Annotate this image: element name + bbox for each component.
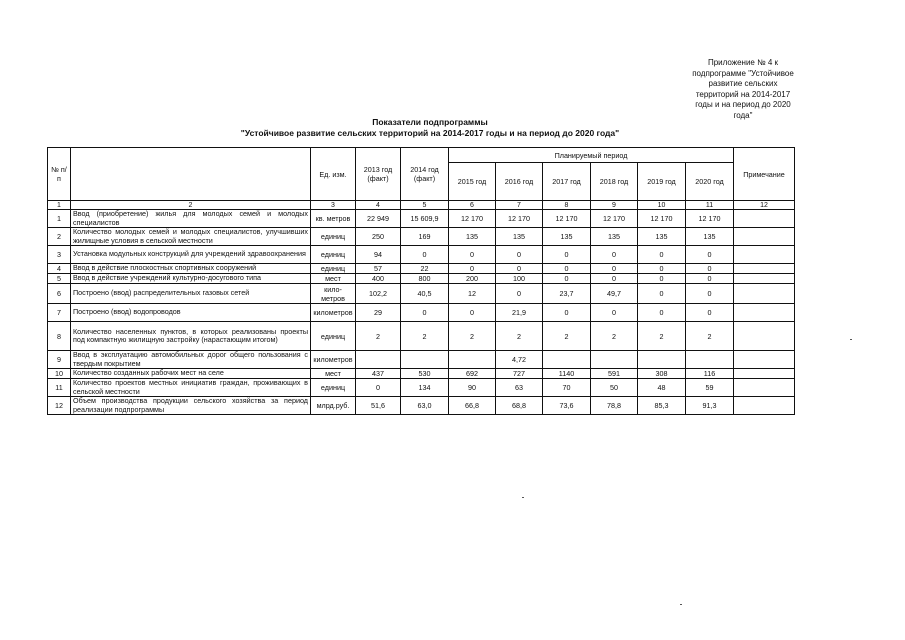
value-cell: 0 (686, 284, 734, 304)
value-cell: 0 (543, 274, 591, 284)
annex-line: Приложение № 4 к (707, 58, 779, 67)
value-cell: 91,3 (686, 397, 734, 415)
annex-line: подпрограмме "Устойчивое (692, 68, 794, 78)
unit-cell: единиц (311, 246, 356, 264)
value-cell: 2 (356, 322, 401, 351)
value-cell: 0 (496, 284, 543, 304)
value-cell: 59 (686, 379, 734, 397)
value-cell: 70 (543, 379, 591, 397)
header-name (71, 148, 311, 201)
value-cell: 12 170 (543, 210, 591, 228)
value-cell: 0 (638, 284, 686, 304)
column-number: 10 (638, 201, 686, 210)
value-cell: 0 (401, 246, 449, 264)
value-cell: 66,8 (449, 397, 496, 415)
value-cell: 22 (401, 264, 449, 274)
value-cell: 2 (496, 322, 543, 351)
header-2013: 2013 год (факт) (356, 148, 401, 201)
column-number: 7 (496, 201, 543, 210)
value-cell: 0 (638, 246, 686, 264)
header-num: № п/п (48, 148, 71, 201)
value-cell: 12 170 (638, 210, 686, 228)
value-cell: 0 (356, 379, 401, 397)
value-cell (638, 351, 686, 369)
value-cell: 68,8 (496, 397, 543, 415)
value-cell: 2 (401, 322, 449, 351)
value-cell (543, 351, 591, 369)
value-cell: 12 170 (591, 210, 638, 228)
value-cell: 200 (449, 274, 496, 284)
value-cell: 1140 (543, 369, 591, 379)
annex-line: развитие сельских (708, 79, 778, 88)
row-number: 9 (48, 351, 71, 369)
value-cell: 0 (543, 246, 591, 264)
indicator-name: Ввод (приобретение) жилья для молодых семей и молодых специалистов (71, 210, 311, 228)
indicator-name: Построено (ввод) распределительных газовых сетей (71, 284, 311, 304)
note-cell (734, 284, 795, 304)
value-cell: 0 (638, 264, 686, 274)
value-cell: 100 (496, 274, 543, 284)
table-row (48, 210, 795, 228)
value-cell: 0 (638, 274, 686, 284)
heading-subtitle: "Устойчивое развитие сельских территорий на 2014-2017 годы и на период до 2020 года" (240, 128, 620, 138)
note-cell (734, 379, 795, 397)
value-cell: 63 (496, 379, 543, 397)
value-cell: 135 (591, 228, 638, 246)
value-cell: 50 (591, 379, 638, 397)
value-cell: 135 (686, 228, 734, 246)
table-row (48, 369, 795, 379)
header-year: 2019 год (638, 163, 686, 201)
value-cell: 102,2 (356, 284, 401, 304)
value-cell: 0 (449, 304, 496, 322)
value-cell: 2 (449, 322, 496, 351)
column-number: 8 (543, 201, 591, 210)
value-cell: 0 (401, 304, 449, 322)
table-row (48, 246, 795, 264)
note-cell (734, 228, 795, 246)
table-body (48, 210, 795, 415)
unit-cell: кв. метров (311, 210, 356, 228)
value-cell: 0 (543, 264, 591, 274)
row-number: 10 (48, 369, 71, 379)
indicator-name: Построено (ввод) водопроводов (71, 304, 311, 322)
header-year: 2016 год (496, 163, 543, 201)
scan-speck (522, 497, 524, 498)
table-row (48, 228, 795, 246)
value-cell: 12 170 (686, 210, 734, 228)
row-number: 12 (48, 397, 71, 415)
column-number: 12 (734, 201, 795, 210)
value-cell: 73,6 (543, 397, 591, 415)
value-cell: 2 (543, 322, 591, 351)
unit-cell: единиц (311, 264, 356, 274)
value-cell: 78,8 (591, 397, 638, 415)
unit-cell: кило-метров (311, 284, 356, 304)
indicator-name: Ввод в эксплуатацию автомобильных дорог общего пользования с твердым покрытием (71, 351, 311, 369)
unit-cell: единиц (311, 322, 356, 351)
value-cell (401, 351, 449, 369)
indicators-table (47, 147, 795, 415)
value-cell: 94 (356, 246, 401, 264)
table-row (48, 304, 795, 322)
annex-line: года" (733, 110, 753, 120)
value-cell: 800 (401, 274, 449, 284)
value-cell (591, 351, 638, 369)
value-cell: 51,6 (356, 397, 401, 415)
value-cell: 530 (401, 369, 449, 379)
indicator-name: Ввод в действие учреждений культурно-досугового типа (71, 274, 311, 284)
column-number: 5 (401, 201, 449, 210)
header-year: 2015 год (449, 163, 496, 201)
value-cell: 0 (686, 264, 734, 274)
value-cell (686, 351, 734, 369)
column-number: 6 (449, 201, 496, 210)
table-row (48, 379, 795, 397)
value-cell: 135 (449, 228, 496, 246)
note-cell (734, 274, 795, 284)
value-cell: 250 (356, 228, 401, 246)
row-number: 11 (48, 379, 71, 397)
note-cell (734, 397, 795, 415)
header-note: Примечание (734, 148, 795, 201)
annex-line: годы и на период до 2020 (695, 100, 791, 109)
value-cell: 692 (449, 369, 496, 379)
heading-title: Показатели подпрограммы (372, 117, 488, 127)
value-cell: 308 (638, 369, 686, 379)
indicator-name: Установка модульных конструкций для учреждений здравоохранения (71, 246, 311, 264)
note-cell (734, 210, 795, 228)
header-year: 2017 год (543, 163, 591, 201)
note-cell (734, 369, 795, 379)
indicator-name: Объем производства продукции сельского хозяйства за период реализации подпрограммы (71, 397, 311, 415)
table-row (48, 397, 795, 415)
value-cell: 0 (496, 264, 543, 274)
row-number: 7 (48, 304, 71, 322)
indicator-name: Количество созданных рабочих мест на селе (71, 369, 311, 379)
row-number: 8 (48, 322, 71, 351)
note-cell (734, 246, 795, 264)
column-number: 1 (48, 201, 71, 210)
row-number: 2 (48, 228, 71, 246)
note-cell (734, 264, 795, 274)
value-cell: 21,9 (496, 304, 543, 322)
row-number: 5 (48, 274, 71, 284)
column-number: 2 (71, 201, 311, 210)
value-cell: 135 (638, 228, 686, 246)
unit-cell: мест (311, 274, 356, 284)
value-cell: 0 (591, 246, 638, 264)
value-cell: 0 (496, 246, 543, 264)
indicator-name: Количество населенных пунктов, в которых реализованы проекты под компактную жилищную застройку (нарастающим итогом) (71, 322, 311, 351)
column-number: 4 (356, 201, 401, 210)
value-cell: 0 (543, 304, 591, 322)
table-row (48, 264, 795, 274)
header-planned-period: Планируемый период (449, 148, 734, 163)
value-cell: 15 609,9 (401, 210, 449, 228)
value-cell: 0 (591, 274, 638, 284)
unit-cell: мест (311, 369, 356, 379)
value-cell: 2 (591, 322, 638, 351)
indicator-name: Количество молодых семей и молодых специалистов, улучшивших жилищные условия в сельской местности (71, 228, 311, 246)
header-unit: Ед. изм. (311, 148, 356, 201)
annex-note (668, 58, 818, 121)
column-number: 11 (686, 201, 734, 210)
value-cell (449, 351, 496, 369)
unit-cell: единиц (311, 228, 356, 246)
value-cell: 57 (356, 264, 401, 274)
table-row (48, 274, 795, 284)
value-cell: 4,72 (496, 351, 543, 369)
row-number: 1 (48, 210, 71, 228)
indicator-name: Количество проектов местных инициатив граждан, проживающих в сельской местности (71, 379, 311, 397)
value-cell: 0 (449, 246, 496, 264)
value-cell: 0 (591, 264, 638, 274)
column-number: 9 (591, 201, 638, 210)
table-row (48, 284, 795, 304)
value-cell: 116 (686, 369, 734, 379)
unit-cell: километров (311, 304, 356, 322)
value-cell: 2 (638, 322, 686, 351)
note-cell (734, 351, 795, 369)
value-cell: 0 (686, 304, 734, 322)
value-cell: 0 (686, 274, 734, 284)
note-cell (734, 304, 795, 322)
indicator-name: Ввод в действие плоскостных спортивных сооружений (71, 264, 311, 274)
scan-speck (850, 339, 852, 340)
value-cell: 727 (496, 369, 543, 379)
row-number: 4 (48, 264, 71, 274)
value-cell: 134 (401, 379, 449, 397)
table-row (48, 351, 795, 369)
value-cell: 0 (686, 246, 734, 264)
document-heading (180, 117, 680, 139)
scan-speck (680, 604, 682, 605)
row-number: 3 (48, 246, 71, 264)
value-cell: 591 (591, 369, 638, 379)
value-cell: 23,7 (543, 284, 591, 304)
value-cell: 12 (449, 284, 496, 304)
value-cell: 90 (449, 379, 496, 397)
value-cell: 400 (356, 274, 401, 284)
value-cell: 135 (543, 228, 591, 246)
value-cell: 49,7 (591, 284, 638, 304)
value-cell: 0 (638, 304, 686, 322)
value-cell (356, 351, 401, 369)
value-cell: 22 949 (356, 210, 401, 228)
value-cell: 29 (356, 304, 401, 322)
value-cell: 85,3 (638, 397, 686, 415)
header-year: 2020 год (686, 163, 734, 201)
value-cell: 48 (638, 379, 686, 397)
table-row (48, 322, 795, 351)
value-cell: 135 (496, 228, 543, 246)
value-cell: 0 (449, 264, 496, 274)
unit-cell: единиц (311, 379, 356, 397)
value-cell: 437 (356, 369, 401, 379)
value-cell: 0 (591, 304, 638, 322)
unit-cell: млрд.руб. (311, 397, 356, 415)
row-number: 6 (48, 284, 71, 304)
unit-cell: километров (311, 351, 356, 369)
value-cell: 12 170 (449, 210, 496, 228)
value-cell: 40,5 (401, 284, 449, 304)
annex-line: территорий на 2014-2017 (695, 89, 791, 99)
value-cell: 2 (686, 322, 734, 351)
header-2014: 2014 год (факт) (401, 148, 449, 201)
column-number: 3 (311, 201, 356, 210)
value-cell: 169 (401, 228, 449, 246)
value-cell: 12 170 (496, 210, 543, 228)
value-cell: 63,0 (401, 397, 449, 415)
note-cell (734, 322, 795, 351)
header-year: 2018 год (591, 163, 638, 201)
